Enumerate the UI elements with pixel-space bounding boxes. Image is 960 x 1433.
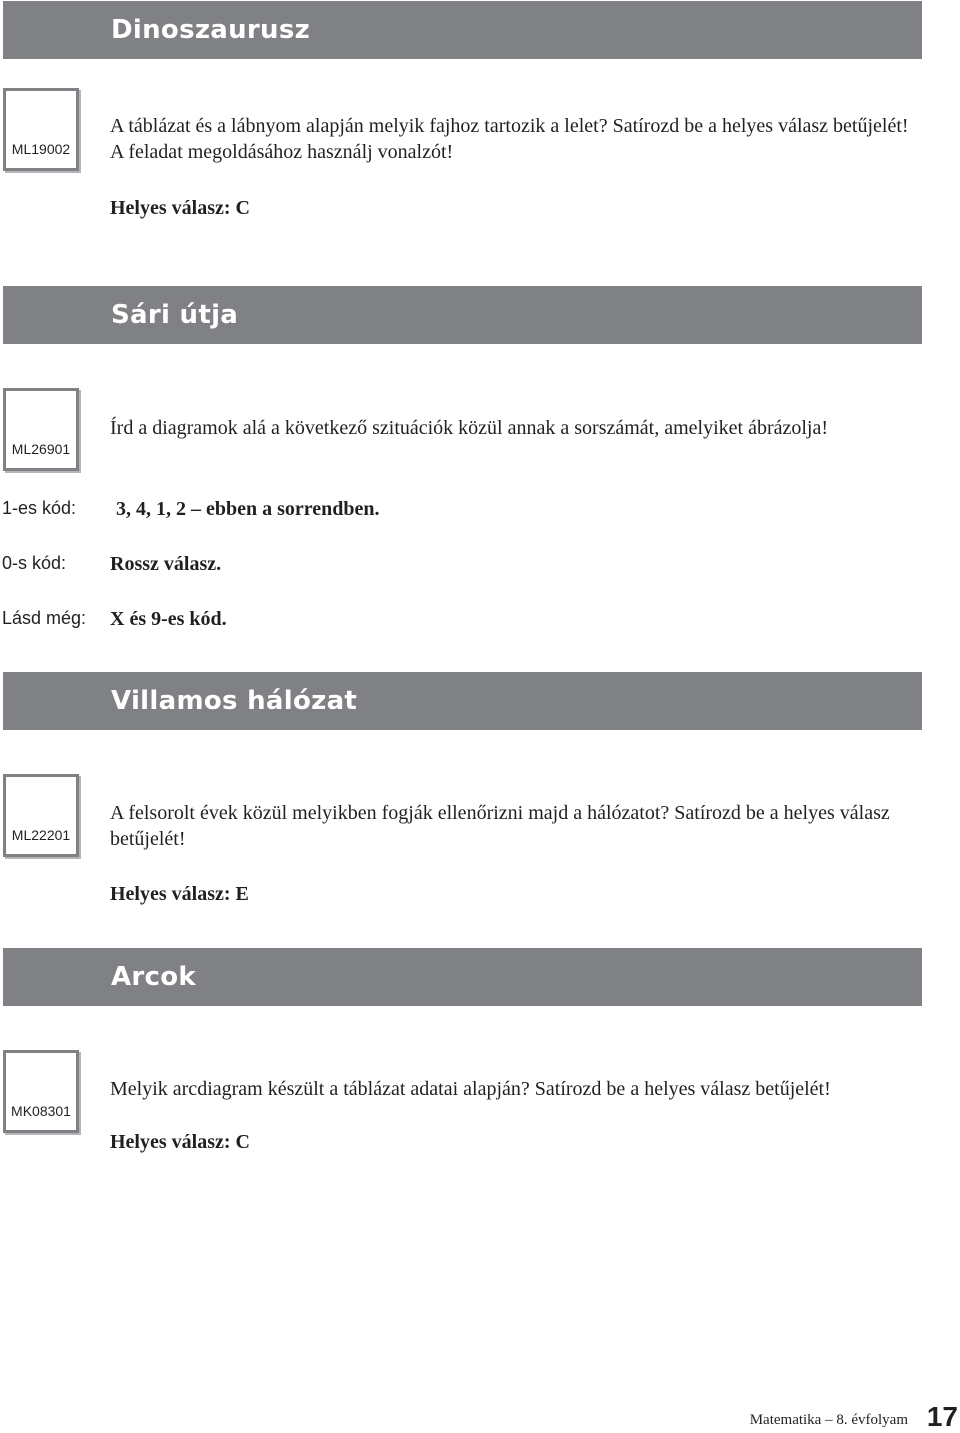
task-code: ML26901 bbox=[11, 441, 71, 457]
correct-answer: Helyes válasz: C bbox=[110, 197, 250, 219]
task-code-box bbox=[3, 88, 79, 171]
task-code-box bbox=[3, 388, 79, 471]
correct-answer: Helyes válasz: E bbox=[110, 883, 249, 905]
see-also-value: X és 9-es kód. bbox=[110, 608, 227, 630]
task-code: MK08301 bbox=[11, 1103, 71, 1119]
task-code: ML19002 bbox=[11, 141, 71, 157]
task-code-box bbox=[3, 1050, 79, 1133]
code-0-value: Rossz válasz. bbox=[110, 553, 222, 575]
section-title: Arcok bbox=[111, 962, 197, 992]
section-header-sari-utja bbox=[3, 286, 922, 344]
task-code: ML22201 bbox=[11, 827, 71, 843]
code-1-value: 3, 4, 1, 2 – ebben a sorrendben. bbox=[116, 498, 380, 520]
correct-answer: Helyes válasz: C bbox=[110, 1131, 250, 1153]
footer-subject: Matematika – 8. évfolyam bbox=[749, 1412, 908, 1428]
section-title: Villamos hálózat bbox=[111, 686, 358, 716]
task-question: A felsorolt évek közül melyikben fogják ellenőrizni majd a hálózatot? Satírozd be a helyes válasz betűjelét! bbox=[110, 802, 890, 850]
task-question: A táblázat és a lábnyom alapján melyik fajhoz tartozik a lelet? Satírozd be a helyes válasz betűjelét! A feladat megoldásához használj vonalzót! bbox=[110, 115, 909, 163]
task-question: Írd a diagramok alá a következő szituációk közül annak a sorszámát, amelyiket ábrázolja! bbox=[110, 417, 829, 439]
code-0-label: 0-s kód: bbox=[2, 553, 67, 573]
task-question: Melyik arcdiagram készült a táblázat adatai alapján? Satírozd be a helyes válasz betűjelét! bbox=[110, 1078, 831, 1100]
section-title: Dinoszaurusz bbox=[111, 15, 311, 45]
task-code-box bbox=[3, 774, 79, 857]
section-header-arcok bbox=[3, 948, 922, 1006]
see-also-label: Lásd még: bbox=[2, 608, 87, 628]
section-header-villamos-halozat bbox=[3, 672, 922, 730]
page-number: 17 bbox=[926, 1401, 958, 1432]
section-title: Sári útja bbox=[111, 300, 239, 330]
code-1-label: 1-es kód: bbox=[2, 498, 77, 518]
section-header-dinoszaurusz bbox=[3, 1, 922, 59]
